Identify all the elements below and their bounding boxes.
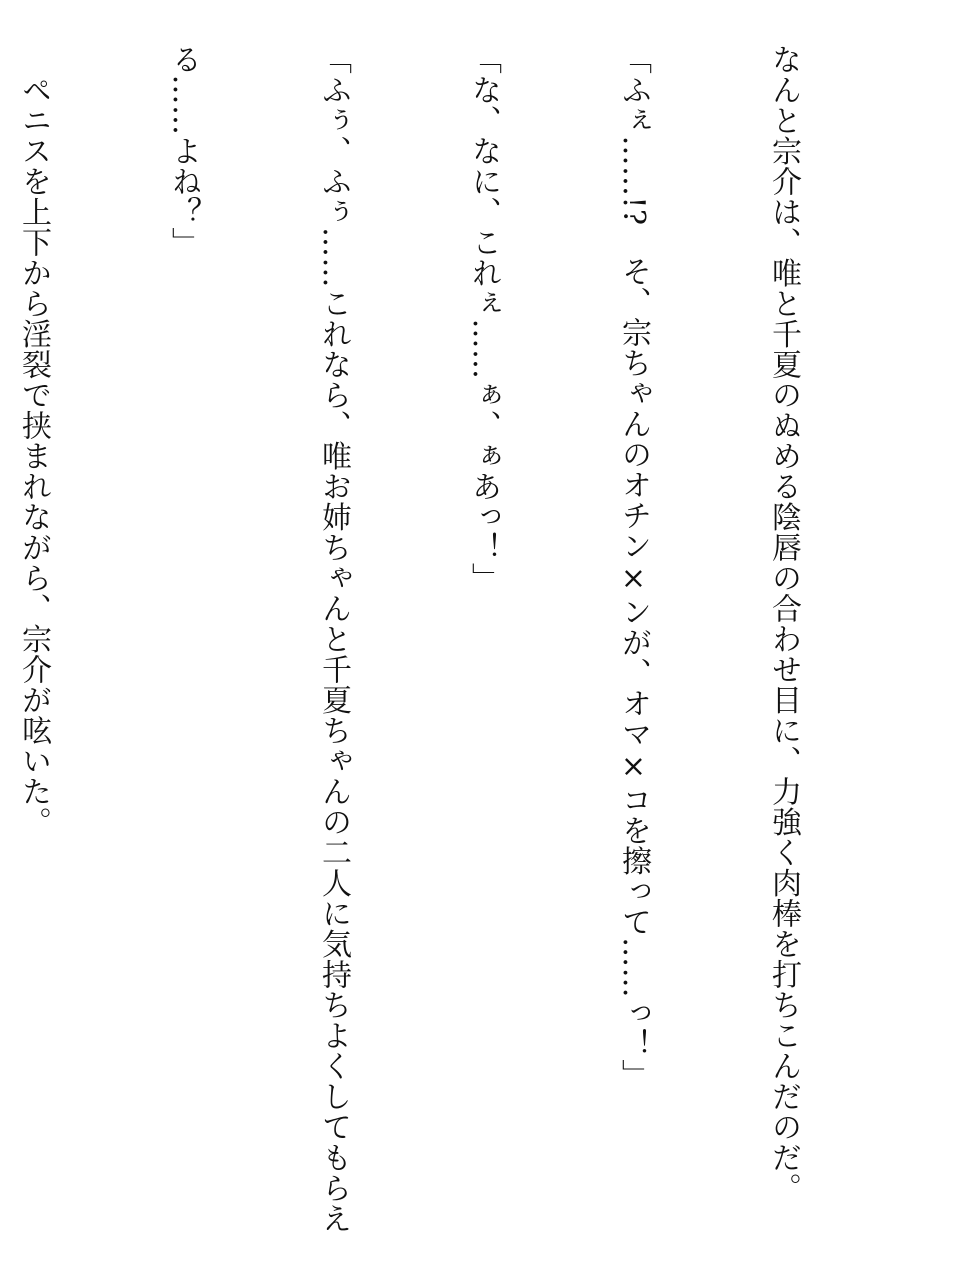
- text-line: る……よね？」: [166, 44, 201, 258]
- text-line: 「ふぇ……!? そ、宗ちゃんのオチン×ンが、オマ×コを擦って……っ！」: [616, 44, 651, 1090]
- text-line: 「な、なに、これぇ……ぁ、ぁあっ！」: [466, 44, 501, 593]
- vertical-text-body: [0, 44, 908, 1244]
- text-line: なんと宗介は、唯と千夏のぬめる陰唇の合わせ目に、力強く肉棒を打ちこんだのだ。: [766, 44, 801, 1203]
- text-line: ペニスを上下から淫裂で挟まれながら、宗介が呟いた。: [16, 44, 51, 837]
- text-line: 「ふぅ、ふぅ……これなら、唯お姉ちゃんと千夏ちゃんの二人に気持ちよくしてもらえ: [316, 44, 351, 1234]
